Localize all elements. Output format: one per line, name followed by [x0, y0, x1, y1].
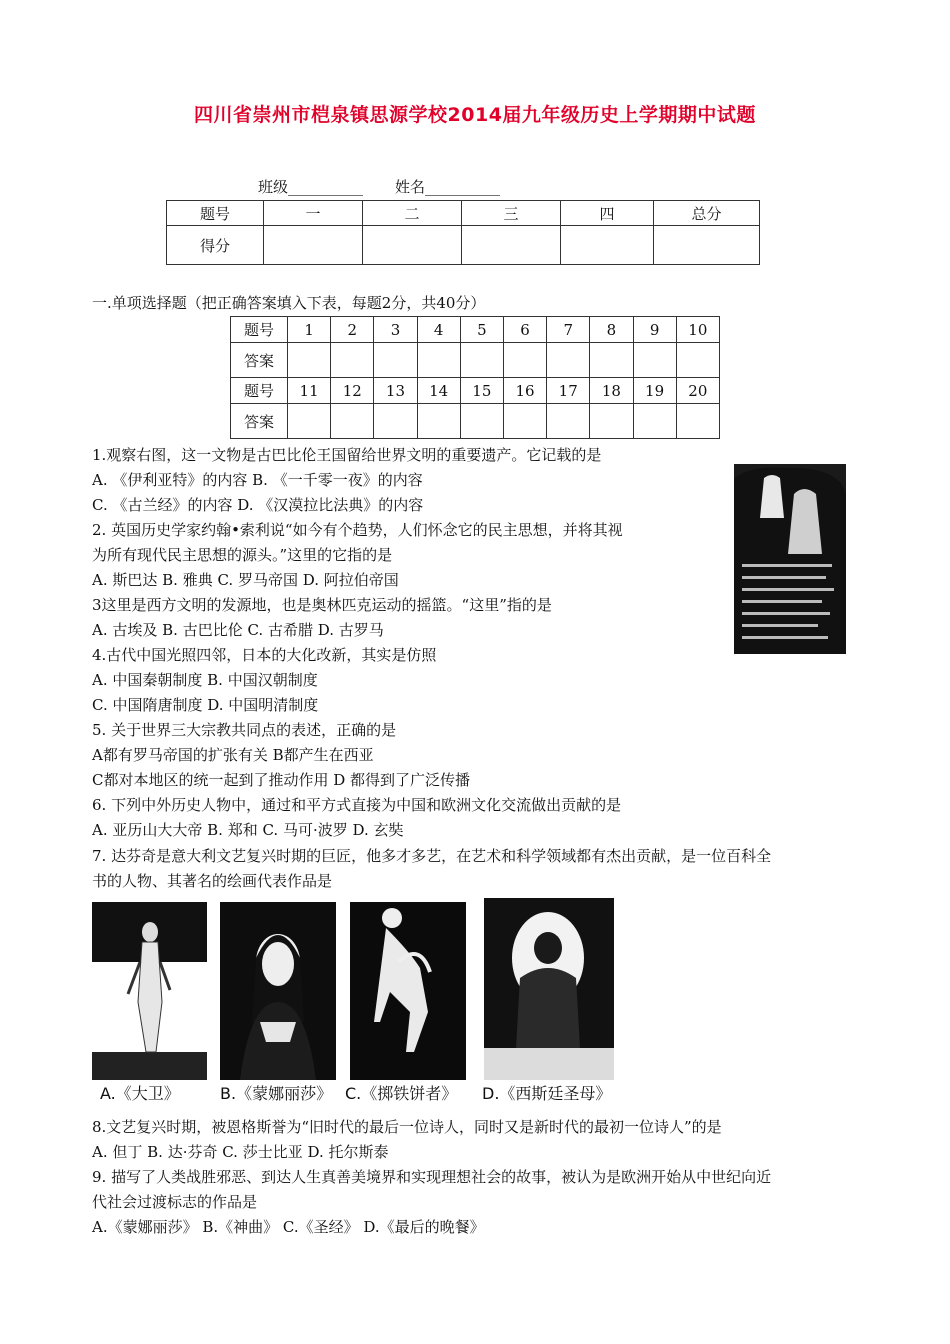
answer-num: 17 [547, 378, 590, 404]
score-header-cell: 三 [462, 201, 561, 226]
answer-num: 8 [590, 317, 633, 343]
answer-num: 10 [676, 317, 719, 343]
mona-lisa-image [220, 902, 336, 1080]
answer-num: 11 [288, 378, 331, 404]
page-title: 四川省崇州市桤泉镇思源学校2014届九年级历史上学期期中试题 [194, 104, 756, 126]
answer-cell[interactable] [417, 343, 460, 378]
answer-num: 12 [331, 378, 374, 404]
answer-row [231, 404, 720, 439]
score-header-row [167, 201, 760, 226]
score-header-cell: 总分 [654, 201, 760, 226]
question-line: 6. 下列中外历史人物中，通过和平方式直接为中国和欧洲文化交流做出贡献的是 [92, 796, 622, 814]
question-line: 1.观察右图，这一文物是古巴比伦王国留给世界文明的重要遗产。它记载的是 [92, 446, 602, 464]
answer-num-row [231, 378, 720, 404]
score-cell[interactable] [363, 226, 462, 265]
answer-num: 14 [417, 378, 460, 404]
answer-num: 1 [288, 317, 331, 343]
answer-num: 5 [460, 317, 503, 343]
answer-cell[interactable] [633, 343, 676, 378]
answer-cell[interactable] [547, 404, 590, 439]
score-row-label: 得分 [167, 226, 264, 265]
name-bar [258, 176, 500, 197]
answer-num-row [231, 317, 720, 343]
question-line: A.《蒙娜丽莎》 B.《神曲》 C.《圣经》 D.《最后的晚餐》 [92, 1218, 485, 1236]
discobolus-image [350, 902, 466, 1080]
image-caption-b: B.《蒙娜丽莎》 [220, 1084, 333, 1103]
score-header-cell: 一 [264, 201, 363, 226]
question-line: 7. 达芬奇是意大利文艺复兴时期的巨匠，他多才多艺，在艺术和科学领域都有杰出贡献，是一位百科全 [92, 847, 772, 865]
answer-num-label: 题号 [231, 378, 288, 404]
question-line: C. 中国隋唐制度 D. 中国明清制度 [92, 696, 319, 714]
question-line: A. 中国秦朝制度 B. 中国汉朝制度 [92, 671, 318, 689]
question-line: A. 但丁 B. 达·芬奇 C. 莎士比亚 D. 托尔斯泰 [92, 1143, 389, 1161]
answer-cell[interactable] [590, 404, 633, 439]
answer-cell[interactable] [460, 404, 503, 439]
answer-cell[interactable] [374, 343, 417, 378]
score-header-cell: 二 [363, 201, 462, 226]
question-line: 2. 英国历史学家约翰•索利说“如今有个趋势，人们怀念它的民主思想，并将其视 [92, 521, 623, 539]
answer-num: 6 [503, 317, 546, 343]
question-line: 9. 描写了人类战胜邪恶、到达人生真善美境界和实现理想社会的故事，被认为是欧洲开始从中世纪向近 [92, 1168, 772, 1186]
class-field[interactable]: 班级__________ [258, 178, 364, 196]
answer-num: 7 [547, 317, 590, 343]
score-cell[interactable] [462, 226, 561, 265]
question-line: 代社会过渡标志的作品是 [92, 1193, 258, 1211]
answer-cell[interactable] [590, 343, 633, 378]
question-line: 4.古代中国光照四邻，日本的大化改新，其实是仿照 [92, 646, 437, 664]
answer-num: 20 [676, 378, 719, 404]
image-caption-a: A.《大卫》 [100, 1084, 180, 1103]
question-line: C都对本地区的统一起到了推动作用 D 都得到了广泛传播 [92, 771, 471, 789]
question-line: A. 古埃及 B. 古巴比伦 C. 古希腊 D. 古罗马 [92, 621, 384, 639]
answer-cell[interactable] [676, 343, 719, 378]
answer-num: 9 [633, 317, 676, 343]
answer-num: 4 [417, 317, 460, 343]
answer-num: 19 [633, 378, 676, 404]
answer-label: 答案 [231, 343, 288, 378]
question-line: A. 《伊利亚特》的内容 B. 《一千零一夜》的内容 [92, 471, 423, 489]
question-line: 5. 关于世界三大宗教共同点的表述，正确的是 [92, 721, 397, 739]
hammurabi-stele-image [724, 464, 846, 654]
score-cell[interactable] [654, 226, 760, 265]
score-table [166, 200, 760, 265]
answer-num: 2 [331, 317, 374, 343]
answer-cell[interactable] [503, 343, 546, 378]
answer-num-label: 题号 [231, 317, 288, 343]
answer-num: 18 [590, 378, 633, 404]
answer-cell[interactable] [417, 404, 460, 439]
question-line: 为所有现代民主思想的源头。”这里的它指的是 [92, 546, 393, 564]
answer-cell[interactable] [331, 343, 374, 378]
question-line: C. 《古兰经》的内容 D. 《汉漠拉比法典》的内容 [92, 496, 424, 514]
question-line: A. 亚历山大大帝 B. 郑和 C. 马可·波罗 D. 玄奘 [92, 821, 404, 839]
answer-num: 13 [374, 378, 417, 404]
answer-cell[interactable] [288, 343, 331, 378]
score-header-cell: 四 [561, 201, 654, 226]
answer-num: 16 [503, 378, 546, 404]
question-line: A. 斯巴达 B. 雅典 C. 罗马帝国 D. 阿拉伯帝国 [92, 571, 399, 589]
question-line: A都有罗马帝国的扩张有关 B都产生在西亚 [92, 746, 374, 764]
answer-cell[interactable] [460, 343, 503, 378]
question-line: 3这里是西方文明的发源地，也是奥林匹克运动的摇篮。“这里”指的是 [92, 596, 552, 614]
name-field[interactable]: 姓名__________ [395, 178, 501, 196]
answer-num: 15 [460, 378, 503, 404]
answer-num: 3 [374, 317, 417, 343]
score-row [167, 226, 760, 265]
answer-cell[interactable] [633, 404, 676, 439]
answer-table [230, 316, 720, 439]
answer-cell[interactable] [288, 404, 331, 439]
answer-label: 答案 [231, 404, 288, 439]
sistine-madonna-image [484, 898, 614, 1080]
question-line: 书的人物、其著名的绘画代表作品是 [92, 872, 333, 890]
section-1-heading: 一.单项选择题（把正确答案填入下表，每题2分，共40分） [92, 294, 486, 312]
david-statue-image [92, 902, 207, 1080]
question-line: 8.文艺复兴时期，被恩格斯誉为“旧时代的最后一位诗人，同时又是新时代的最初一位诗人”的是 [92, 1118, 722, 1136]
score-cell[interactable] [561, 226, 654, 265]
image-caption-d: D.《西斯廷圣母》 [482, 1084, 612, 1103]
score-cell[interactable] [264, 226, 363, 265]
answer-cell[interactable] [503, 404, 546, 439]
image-caption-c: C.《掷铁饼者》 [345, 1084, 458, 1103]
answer-cell[interactable] [547, 343, 590, 378]
answer-cell[interactable] [374, 404, 417, 439]
answer-cell[interactable] [331, 404, 374, 439]
answer-row [231, 343, 720, 378]
answer-cell[interactable] [676, 404, 719, 439]
score-header-cell: 题号 [167, 201, 264, 226]
